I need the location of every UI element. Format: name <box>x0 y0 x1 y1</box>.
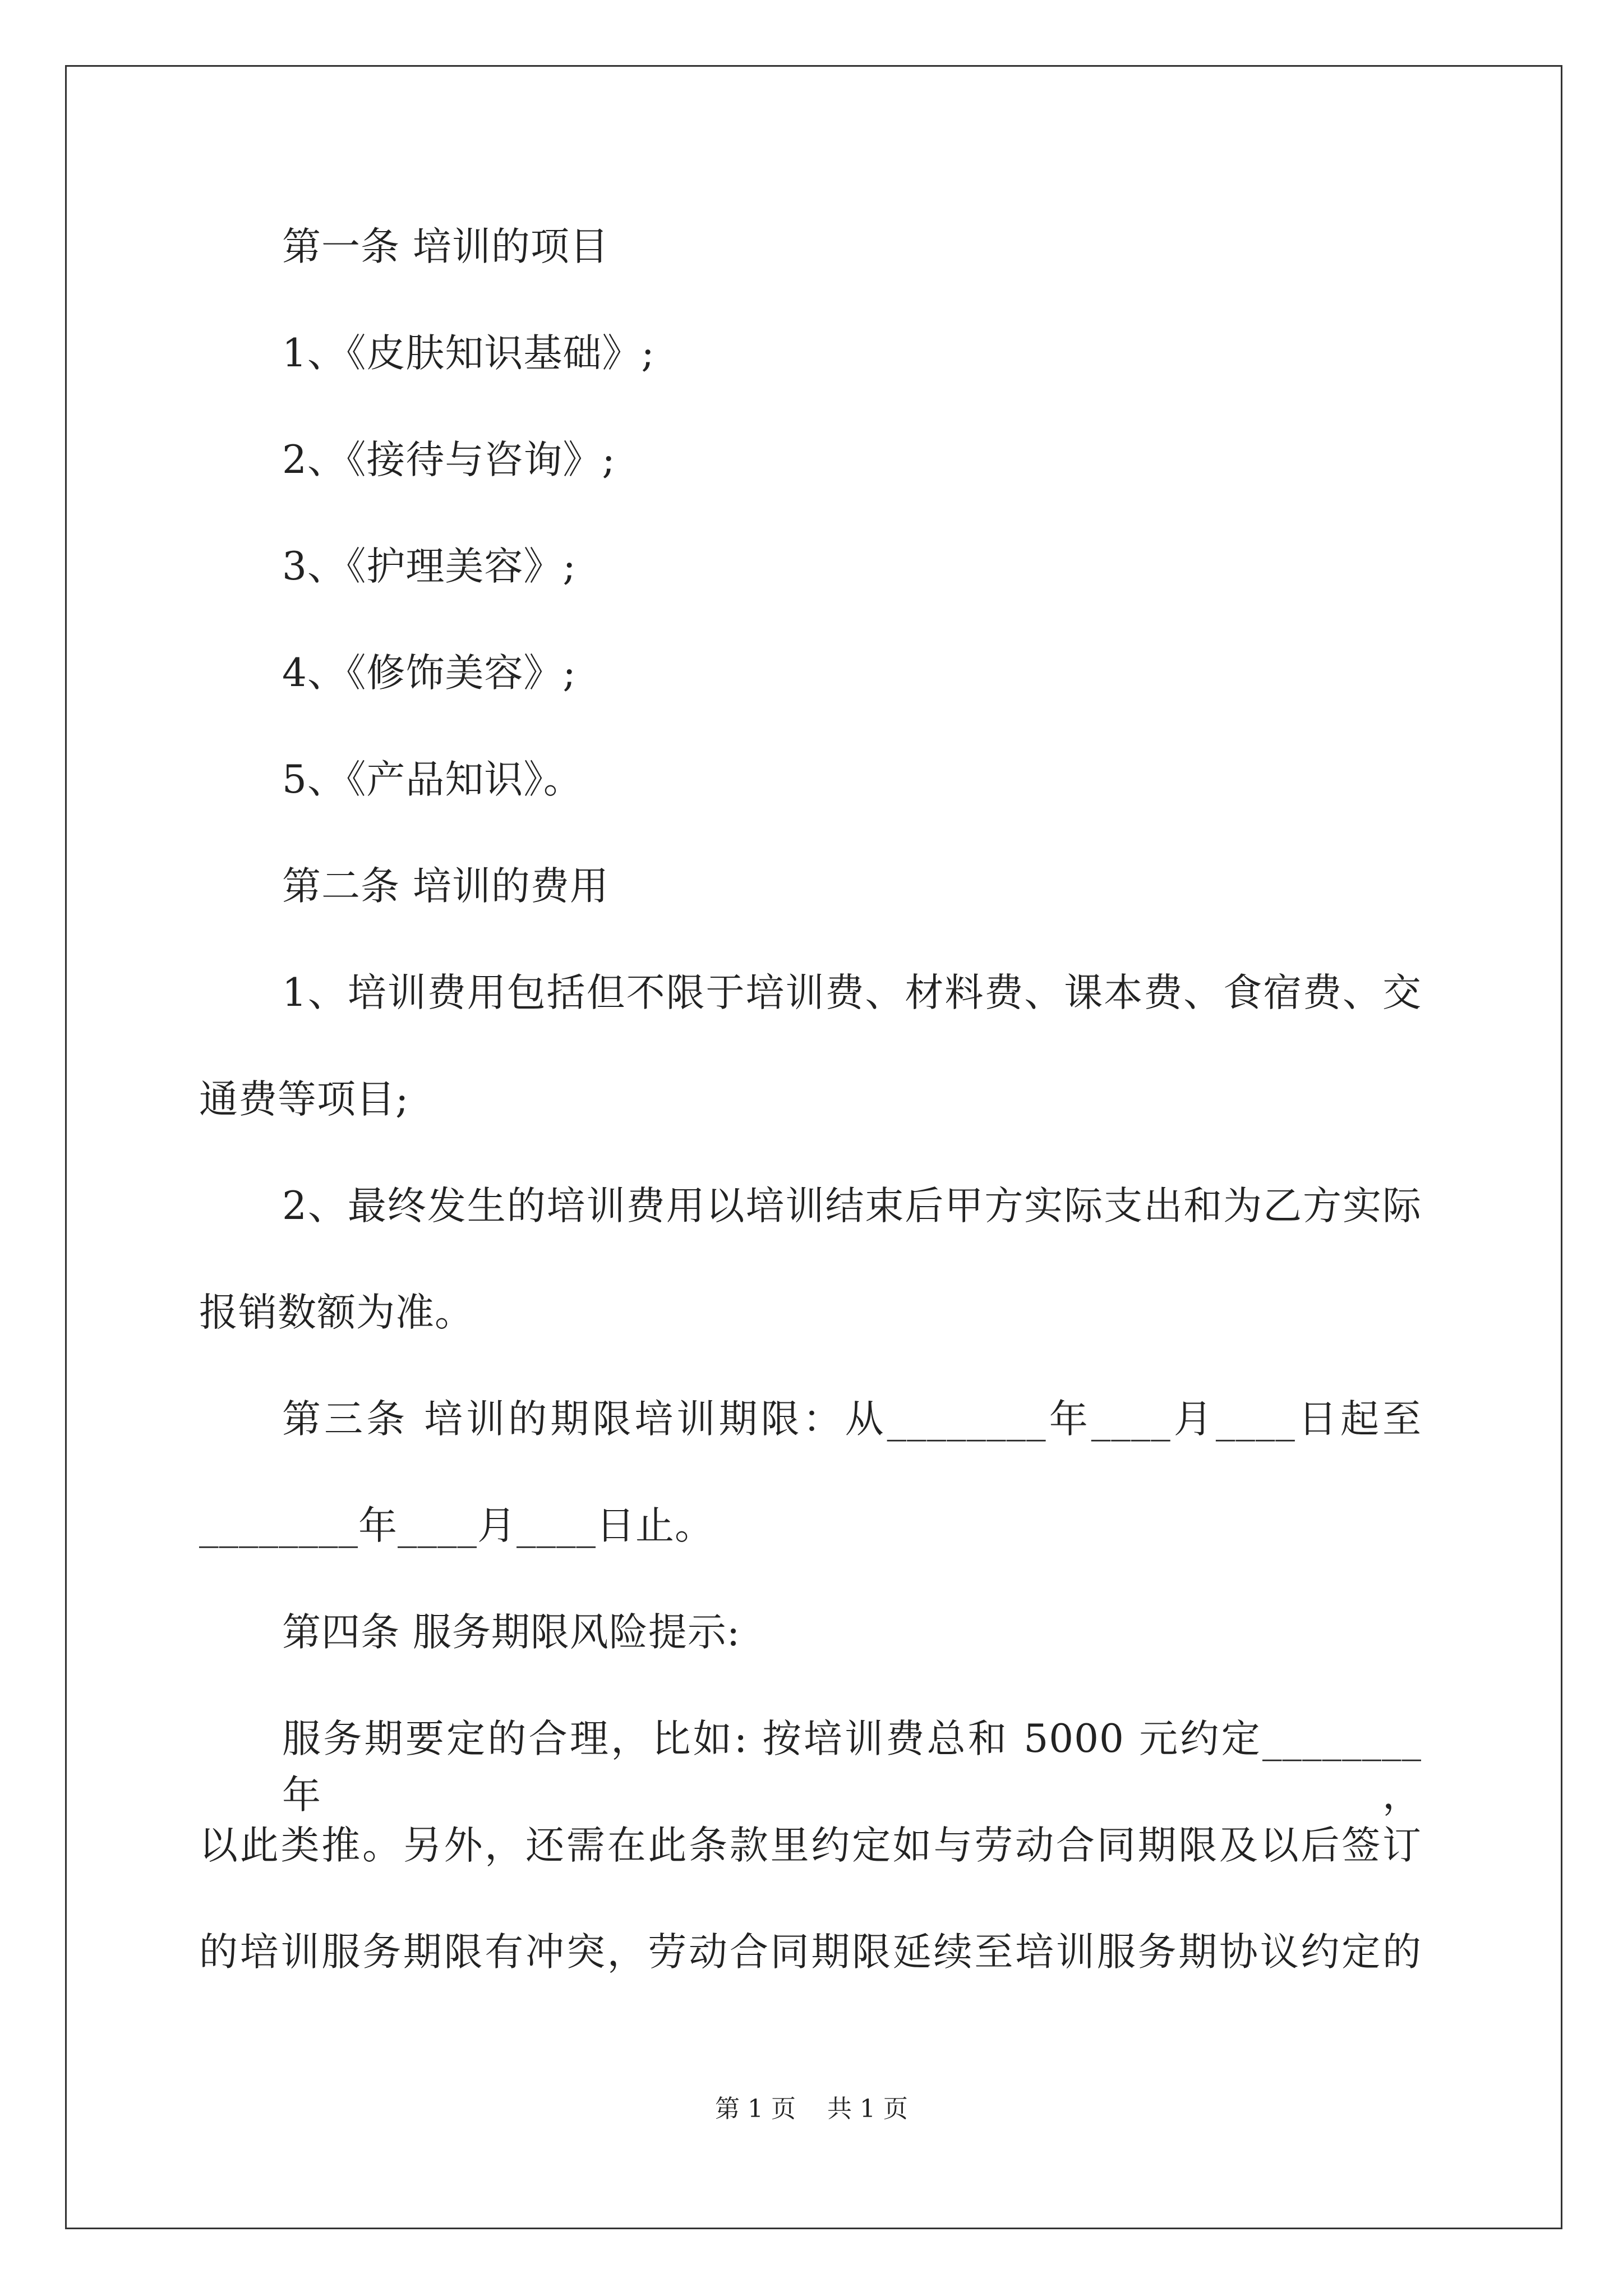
section-heading-2: 第二条 培训的费用 <box>282 864 609 909</box>
page-border <box>65 65 1562 2229</box>
page-number-footer: 第 1 页 共 1 页 <box>715 2095 908 2123</box>
paragraph-line: 以此类推。另外，还需在此条款里约定如与劳动合同期限及以后签订 <box>199 1823 1422 1868</box>
paragraph-line: 1、培训费用包括但不限于培训费、材料费、课本费、食宿费、交 <box>282 970 1422 1015</box>
paragraph-line: 服务期要定的合理，比如: 按培训费总和 5000 元约定________年， <box>282 1717 1422 1818</box>
list-item: 2、《接待与咨询》; <box>282 438 616 482</box>
section-heading-3: 第三条 培训的期限培训期限：从________年____月____日起至 <box>282 1397 1422 1442</box>
list-item: 3、《护理美容》; <box>282 544 577 589</box>
paragraph-line: 2、最终发生的培训费用以培训结束后甲方实际支出和为乙方实际 <box>282 1184 1422 1228</box>
list-item: 1、《皮肤知识基础》; <box>282 331 655 376</box>
section-heading-1: 第一条 培训的项目 <box>282 224 609 269</box>
paragraph-line: 报销数额为准。 <box>199 1290 474 1335</box>
list-item: 5、《产品知识》。 <box>282 757 583 802</box>
section-heading-4: 第四条 服务期限风险提示: <box>282 1610 741 1655</box>
paragraph-line: ________年____月____日止。 <box>199 1503 714 1548</box>
paragraph-line: 的培训服务期限有冲突，劳动合同期限延续至培训服务期协议约定的 <box>199 1930 1422 1975</box>
list-item: 4、《修饰美容》; <box>282 651 577 696</box>
paragraph-line: 通费等项目; <box>199 1077 409 1122</box>
